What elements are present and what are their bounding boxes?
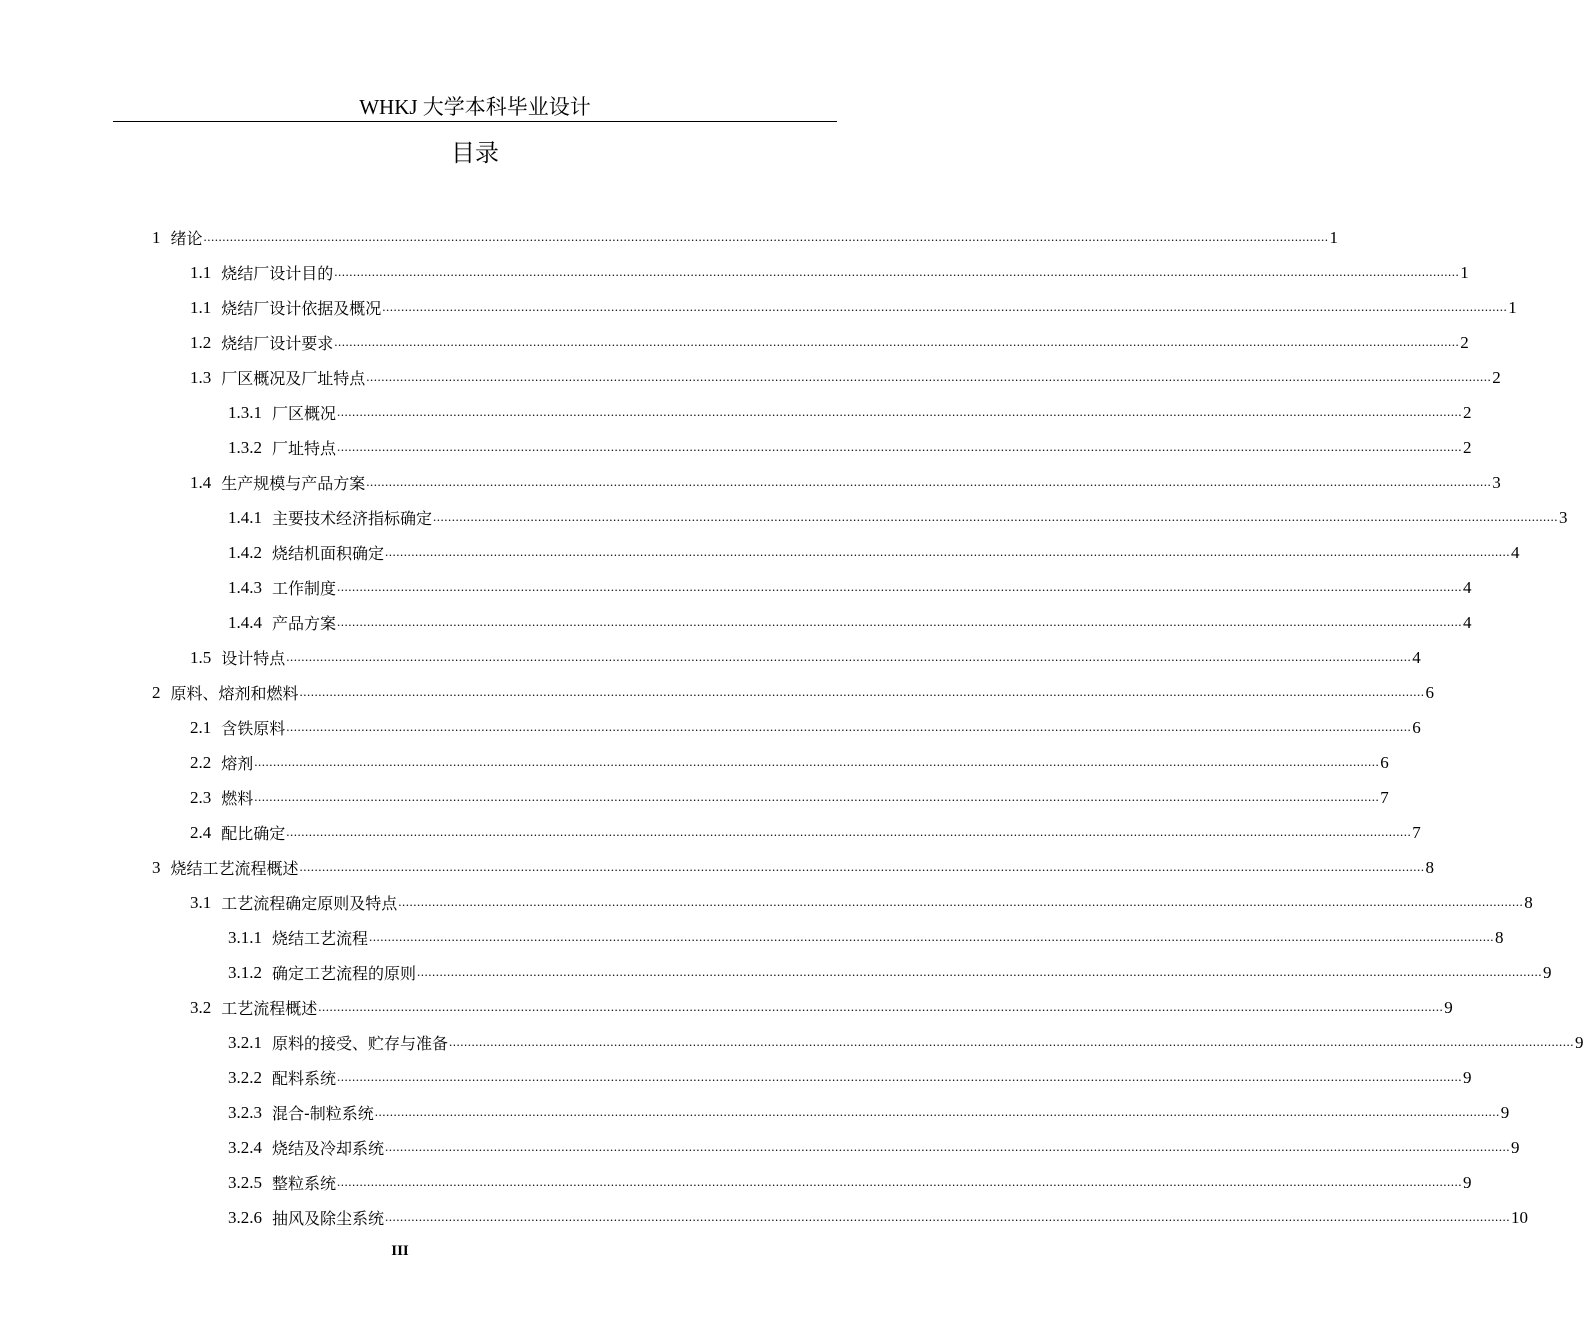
toc-leader-dots: ............................................................................................................................................................................................................................................................................................................ [385, 1209, 1511, 1224]
toc-entry-number: 2.4 [190, 822, 212, 842]
toc-entry-title: 设计特点 [221, 649, 286, 668]
toc-leader-dots: ............................................................................................................................................................................................................................................................................................................ [433, 509, 1559, 524]
toc-entry-page: 9 [1511, 1137, 1520, 1157]
toc-entry[interactable] [228, 395, 1472, 430]
toc-entry[interactable] [190, 255, 1469, 290]
toc-entry-number: 3.2.2 [228, 1067, 262, 1087]
toc-leader-dots: ............................................................................................................................................................................................................................................................................................................ [299, 859, 1425, 874]
toc-entry-title: 烧结及冷却系统 [272, 1139, 385, 1158]
toc-entry-page: 9 [1500, 1102, 1510, 1122]
toc-entry-title: 含铁原料 [221, 719, 286, 738]
toc-entry-title: 烧结工艺流程概述 [170, 859, 299, 878]
toc-leader-dots: ............................................................................................................................................................................................................................................................................................................ [334, 334, 1460, 349]
toc-entry-number: 3.1.1 [228, 927, 262, 947]
toc-entry[interactable] [228, 1130, 1520, 1165]
toc-entry[interactable] [228, 1025, 1584, 1060]
toc-entry-page: 9 [1444, 997, 1453, 1017]
toc-entry-page: 2 [1492, 367, 1501, 387]
toc-entry-number: 1.3 [190, 367, 212, 387]
toc-entry[interactable] [190, 465, 1501, 500]
toc-leader-dots: ............................................................................................................................................................................................................................................................................................................ [254, 789, 1380, 804]
toc-entry-title: 主要技术经济指标确定 [272, 509, 433, 528]
toc-entry-title: 燃料 [221, 789, 254, 808]
toc-entry-title: 厂址特点 [272, 439, 337, 458]
toc-leader-dots: ............................................................................................................................................................................................................................................................................................................ [318, 999, 1444, 1014]
toc-entry-page: 4 [1463, 577, 1472, 597]
toc-entry-number: 2.3 [190, 787, 212, 807]
toc-entry-title: 工作制度 [272, 579, 337, 598]
toc-entry-number: 1.4 [190, 472, 212, 492]
toc-entry-page: 8 [1524, 892, 1533, 912]
toc-entry[interactable] [190, 290, 1517, 325]
toc-entry-title: 原料的接受、贮存与准备 [272, 1034, 449, 1053]
toc-entry-title: 工艺流程确定原则及特点 [221, 894, 398, 913]
toc-leader-dots: ............................................................................................................................................................................................................................................................................................................ [286, 719, 1412, 734]
toc-entry-page: 4 [1463, 612, 1472, 632]
toc-entry-page: 7 [1380, 787, 1389, 807]
toc-entry[interactable] [190, 815, 1421, 850]
toc-entry-page: 6 [1425, 682, 1435, 702]
toc-entry[interactable] [152, 220, 1339, 255]
toc-leader-dots: ............................................................................................................................................................................................................................................................................................................ [366, 474, 1492, 489]
toc-entry-title: 整粒系统 [272, 1174, 337, 1193]
toc-entry[interactable] [152, 675, 1435, 710]
toc-entry-title: 厂区概况 [272, 404, 337, 423]
toc-entry-number: 2.1 [190, 717, 212, 737]
toc-entry-title: 抽风及除尘系统 [272, 1209, 385, 1228]
toc-entry-number: 1.4.1 [228, 507, 262, 527]
toc-entry-page: 8 [1425, 857, 1435, 877]
toc-entry-number: 3.2.5 [228, 1172, 262, 1192]
toc-leader-dots: ............................................................................................................................................................................................................................................................................................................ [254, 754, 1380, 769]
page-number: III [391, 1243, 409, 1259]
toc-leader-dots: ............................................................................................................................................................................................................................................................................................................ [385, 1139, 1511, 1154]
toc-entry-page: 9 [1543, 962, 1552, 982]
toc-entry-title: 配料系统 [272, 1069, 337, 1088]
toc-leader-dots: ............................................................................................................................................................................................................................................................................................................ [299, 684, 1425, 699]
toc-leader-dots: ............................................................................................................................................................................................................................................................................................................ [337, 439, 1463, 454]
toc-entry-page: 1 [1460, 262, 1469, 282]
toc-leader-dots: ............................................................................................................................................................................................................................................................................................................ [449, 1034, 1575, 1049]
toc-entry-title: 烧结机面积确定 [272, 544, 385, 563]
toc-entry-number: 3.2.3 [228, 1102, 262, 1122]
toc-leader-dots: ............................................................................................................................................................................................................................................................................................................ [337, 404, 1463, 419]
toc-entry[interactable] [228, 920, 1504, 955]
toc-entry-title: 配比确定 [221, 824, 286, 843]
toc-entry-page: 1 [1329, 227, 1339, 247]
toc-entry-number: 1.4.3 [228, 577, 262, 597]
toc-leader-dots: ............................................................................................................................................................................................................................................................................................................ [337, 579, 1463, 594]
toc-entry-number: 1.3.1 [228, 402, 262, 422]
toc-entry[interactable] [228, 1165, 1472, 1200]
toc-leader-dots: ............................................................................................................................................................................................................................................................................................................ [369, 929, 1495, 944]
toc-leader-dots: ............................................................................................................................................................................................................................................................................................................ [374, 1104, 1500, 1119]
toc-entry-title: 生产规模与产品方案 [221, 474, 366, 493]
toc-entry-page: 3 [1492, 472, 1501, 492]
toc-leader-dots: ............................................................................................................................................................................................................................................................................................................ [337, 1174, 1463, 1189]
toc-entry-number: 2.2 [190, 752, 212, 772]
toc-entry-page: 10 [1511, 1207, 1529, 1227]
page-header: WHKJ 大学本科毕业设计 [359, 95, 591, 119]
toc-entry-number: 1.4.4 [228, 612, 262, 632]
toc-entry-number: 2 [152, 682, 161, 702]
toc-entry[interactable] [152, 850, 1435, 885]
toc-entry[interactable] [228, 1200, 1529, 1235]
toc-entry[interactable] [190, 710, 1421, 745]
toc-entry-page: 1 [1508, 297, 1517, 317]
page-title: 目录 [451, 139, 499, 167]
toc-entry-title: 绪论 [170, 229, 203, 248]
toc-entry-title: 烧结工艺流程 [272, 929, 369, 948]
toc-entry[interactable] [190, 745, 1389, 780]
toc-entry[interactable] [228, 500, 1568, 535]
toc-entry-page: 2 [1463, 437, 1472, 457]
toc-entry[interactable] [228, 1060, 1472, 1095]
toc-entry[interactable] [190, 360, 1501, 395]
toc-entry-title: 原料、熔剂和燃料 [170, 684, 299, 703]
toc-entry-page: 3 [1559, 507, 1568, 527]
header-rule [113, 121, 837, 122]
toc-entry-title: 烧结厂设计要求 [221, 334, 334, 353]
toc-entry-page: 7 [1412, 822, 1421, 842]
toc-entry-number: 3.1 [190, 892, 212, 912]
toc-entry-page: 2 [1463, 402, 1472, 422]
toc-entry-page: 8 [1495, 927, 1504, 947]
toc-entry-title: 混合-制粒系统 [272, 1104, 374, 1123]
toc-entry-number: 1.1 [190, 297, 212, 317]
toc-entry-title: 产品方案 [272, 614, 337, 633]
toc-leader-dots: ............................................................................................................................................................................................................................................................................................................ [337, 1069, 1463, 1084]
toc-entry-page: 9 [1463, 1172, 1472, 1192]
toc-entry-number: 1.2 [190, 332, 212, 352]
toc-leader-dots: ............................................................................................................................................................................................................................................................................................................ [286, 824, 1412, 839]
toc-leader-dots: ............................................................................................................................................................................................................................................................................................................ [337, 614, 1463, 629]
toc-entry-number: 1 [152, 227, 161, 247]
toc-entry-page: 9 [1575, 1032, 1584, 1052]
toc-entry-number: 1.1 [190, 262, 212, 282]
toc-entry-page: 4 [1412, 647, 1421, 667]
toc-entry-title: 工艺流程概述 [221, 999, 318, 1018]
toc-entry-number: 3.2 [190, 997, 212, 1017]
toc-entry-number: 1.3.2 [228, 437, 262, 457]
toc-leader-dots: ............................................................................................................................................................................................................................................................................................................ [398, 894, 1524, 909]
toc-entry-page: 9 [1463, 1067, 1472, 1087]
toc-entry-number: 3.2.4 [228, 1137, 262, 1157]
toc-entry[interactable] [190, 640, 1421, 675]
toc-entry-page: 6 [1412, 717, 1421, 737]
toc-leader-dots: ............................................................................................................................................................................................................................................................................................................ [385, 544, 1511, 559]
toc-entry-number: 3 [152, 857, 161, 877]
toc-entry-title: 确定工艺流程的原则 [272, 964, 417, 983]
toc-leader-dots: ............................................................................................................................................................................................................................................................................................................ [417, 964, 1543, 979]
toc-entry-title: 烧结厂设计目的 [221, 264, 334, 283]
toc-leader-dots: ............................................................................................................................................................................................................................................................................................................ [203, 229, 1329, 244]
toc-leader-dots: ............................................................................................................................................................................................................................................................................................................ [382, 299, 1508, 314]
toc-entry-page: 2 [1460, 332, 1469, 352]
toc-entry-title: 厂区概况及厂址特点 [221, 369, 366, 388]
toc-entry[interactable] [228, 570, 1472, 605]
toc-entry[interactable] [228, 430, 1472, 465]
toc-entry-page: 4 [1511, 542, 1520, 562]
toc-leader-dots: ............................................................................................................................................................................................................................................................................................................ [286, 649, 1412, 664]
toc-entry-number: 1.5 [190, 647, 212, 667]
toc-entry-number: 3.2.6 [228, 1207, 262, 1227]
toc-entry-number: 3.2.1 [228, 1032, 262, 1052]
toc-entry[interactable] [228, 1095, 1510, 1130]
toc-entry-title: 烧结厂设计依据及概况 [221, 299, 382, 318]
toc-entry-page: 6 [1380, 752, 1389, 772]
toc-entry-title: 熔剂 [221, 754, 254, 773]
toc-leader-dots: ............................................................................................................................................................................................................................................................................................................ [334, 264, 1460, 279]
toc-entry[interactable] [190, 990, 1453, 1025]
toc-entry[interactable] [190, 325, 1469, 360]
toc-entry[interactable] [228, 605, 1472, 640]
toc-entry[interactable] [190, 780, 1389, 815]
toc-entry[interactable] [228, 955, 1552, 990]
toc-entry[interactable] [228, 535, 1520, 570]
toc-entry[interactable] [190, 885, 1533, 920]
toc-entry-number: 1.4.2 [228, 542, 262, 562]
toc-entry-number: 3.1.2 [228, 962, 262, 982]
toc-leader-dots: ............................................................................................................................................................................................................................................................................................................ [366, 369, 1492, 384]
